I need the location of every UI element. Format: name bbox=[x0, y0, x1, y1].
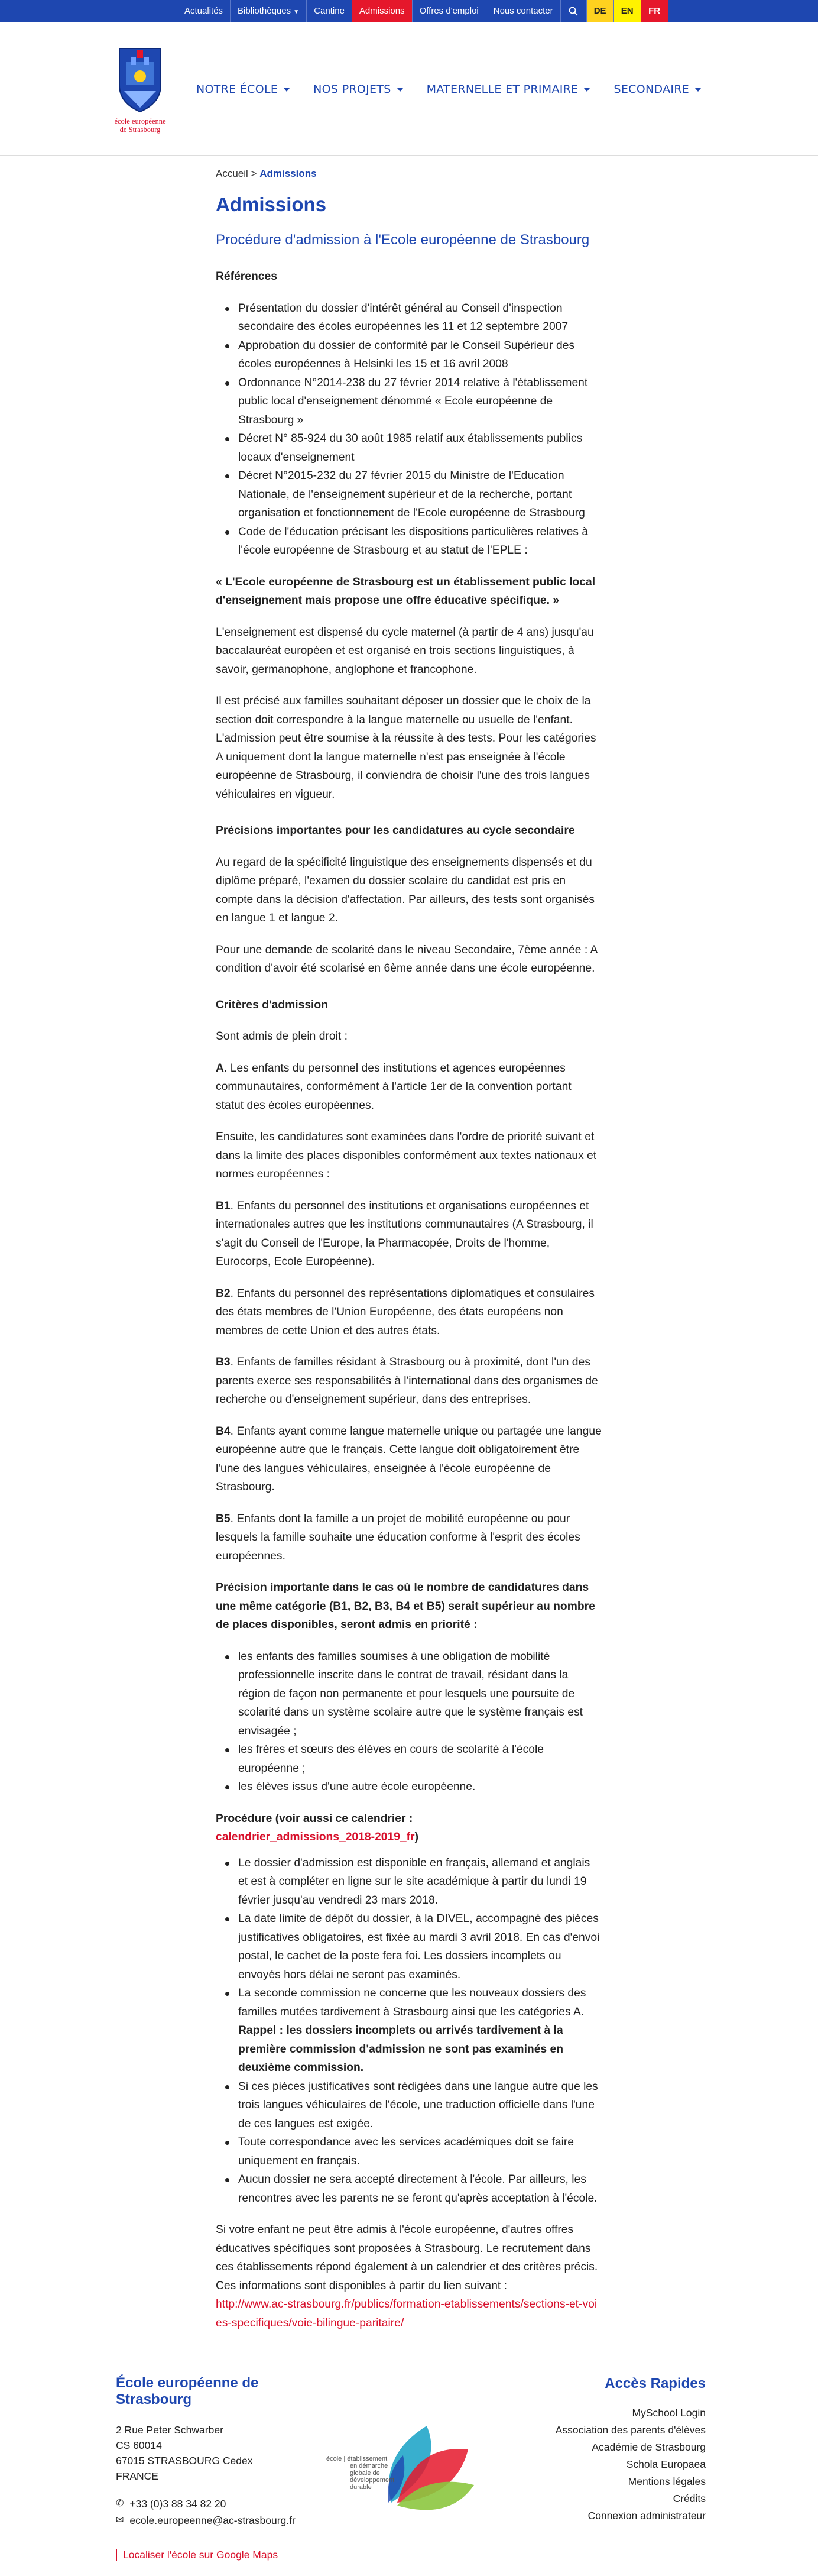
criterion-b4 bbox=[216, 1422, 602, 1497]
caret-down-icon bbox=[284, 88, 290, 92]
procedure-list bbox=[216, 1854, 602, 2208]
topnav-cantine[interactable]: Cantine bbox=[307, 0, 352, 22]
topnav-bibliotheques-label: Bibliothèques bbox=[238, 6, 291, 16]
quick-link-credits[interactable]: Crédits bbox=[673, 2493, 706, 2504]
breadcrumb-separator: > bbox=[248, 168, 260, 179]
list-item: Ordonnance N°2014-238 du 27 février 2014 relative à l'établissement public local d'enseignement dénommé « Ecole européenne de Strasbourg » bbox=[238, 374, 602, 430]
chevron-down-icon: ▼ bbox=[293, 9, 300, 15]
address-line: 67015 STRASBOURG Cedex bbox=[116, 2455, 253, 2467]
caret-down-icon bbox=[695, 88, 701, 92]
topnav-nous-contacter[interactable]: Nous contacter bbox=[486, 0, 561, 22]
school-logo[interactable] bbox=[113, 44, 167, 134]
topnav-admissions[interactable]: Admissions bbox=[352, 0, 413, 22]
criterion-text: . Les enfants du personnel des institutions et agences européennes communautaires, conformément à l'article 1er de la convention portant statut des écoles européennes. bbox=[216, 1062, 572, 1112]
school-crest-icon bbox=[113, 44, 167, 115]
lang-en-button[interactable]: EN bbox=[614, 0, 641, 22]
bilingual-sections-link[interactable]: http://www.ac-strasbourg.fr/publics/formation-etablissements/sections-et-voies-specifiques/voie-bilingue-paritaire/ bbox=[216, 2298, 598, 2329]
nav-nos-projets-label: NOS PROJETS bbox=[313, 83, 391, 96]
nav-maternelle-primaire[interactable] bbox=[427, 83, 590, 96]
caret-down-icon bbox=[584, 88, 590, 92]
criterion-text: . Enfants de familles résidant à Strasbourg ou à proximité, dont l'un des parents exerce ses responsabilités à l'international dans des organismes de recherche ou d'enseignement supérieur, dans des entreprises. bbox=[216, 1356, 598, 1406]
breadcrumb-current: Admissions bbox=[259, 168, 317, 179]
criterion-label: B5 bbox=[216, 1512, 231, 1525]
caret-down-icon bbox=[397, 88, 403, 92]
quick-link-schola[interactable]: Schola Europaea bbox=[626, 2458, 706, 2470]
page-title: Admissions bbox=[216, 193, 327, 215]
list-item: Le dossier d'admission est disponible en français, allemand et anglais et est à compléter en ligne sur le site académique à partir du lundi 19 février jusqu'au vendredi 23 mars 2018. bbox=[238, 1854, 602, 1910]
nav-maternelle-primaire-label: MATERNELLE ET PRIMAIRE bbox=[426, 83, 579, 96]
paragraph: Pour une demande de scolarité dans le niveau Secondaire, 7ème année : A condition d'avoir été scolarisé en 6ème année dans une école européenne. bbox=[216, 943, 598, 975]
logo-text-line2: de Strasbourg bbox=[119, 125, 161, 134]
procedure-heading bbox=[216, 1810, 602, 1847]
list-item-text: La seconde commission ne concerne que les nouveaux dossiers des familles mutées tardivement à Strasbourg ainsi que les catégories A. bbox=[238, 1987, 586, 2018]
search-button[interactable] bbox=[561, 0, 587, 22]
footer-address bbox=[116, 2422, 253, 2484]
nav-secondaire-label: SECONDAIRE bbox=[614, 83, 690, 96]
nav-notre-ecole[interactable] bbox=[196, 83, 290, 96]
list-item: Décret N°2015-232 du 27 février 2015 du Ministre de l'Education Nationale, de l'enseignement supérieur et de la recherche, portant organisation et fonctionnement de l'Ecole européenne de Strasbourg bbox=[238, 467, 602, 523]
nav-nos-projets[interactable] bbox=[313, 83, 402, 96]
topnav-offres-emploi[interactable]: Offres d'emploi bbox=[413, 0, 486, 22]
paragraph: Il est précisé aux familles souhaitant déposer un dossier que le choix de la section doit correspondre à la langue maternelle ou usuelle de l'enfant. L'admission peut être soumise à la réussite à des tests. Pour les catégories A uniquement dont la langue maternelle n'est pas enseignée à l'école européenne de Strasbourg, il conviendra de choisir l'une des trois langues véhiculaires en vigueur. bbox=[216, 695, 596, 801]
breadcrumb-home[interactable]: Accueil bbox=[216, 168, 248, 179]
criterion-label: B4 bbox=[216, 1425, 231, 1438]
address-line: FRANCE bbox=[116, 2470, 158, 2482]
list-item: les enfants des familles soumises à une obligation de mobilité professionnelle inscrite dans le contrat de travail, résidant dans la région de façon non permanente et pour lesquels une poursuite de scolarité dans un système scolaire autre que le système français est envisagée ; bbox=[238, 1648, 602, 1741]
criterion-b5 bbox=[216, 1510, 602, 1566]
search-icon bbox=[569, 7, 578, 16]
quick-access-title: Accès Rapides bbox=[605, 2376, 706, 2391]
address-line: 2 Rue Peter Schwarber bbox=[116, 2424, 223, 2436]
badge-line: en démarche bbox=[350, 2462, 388, 2470]
list-item: Décret N° 85-924 du 30 août 1985 relatif aux établissements publics locaux d'enseignement bbox=[238, 429, 602, 467]
footer-title: École européenne de Strasbourg bbox=[116, 2375, 259, 2407]
list-item: Présentation du dossier d'intérêt général au Conseil d'inspection secondaire des écoles européennes les 11 et 12 septembre 2007 bbox=[238, 299, 602, 336]
main-nav bbox=[196, 83, 701, 96]
criterion-text: . Enfants du personnel des institutions et organisations européennes et internationales autres que les institutions communautaires (A Strasbourg, il s'agit du Conseil de l'Europe, la Pharmacopée, Droits de l'homme, Eurocorps, Ecole Européenne). bbox=[216, 1199, 593, 1268]
quick-link-parents[interactable]: Association des parents d'élèves bbox=[555, 2424, 706, 2436]
list-item: La date limite de dépôt du dossier, à la DIVEL, accompagné des pièces justificatives obligatoires, est fixée au mardi 3 avril 2018. En cas d'envoi postal, le cachet de la poste fera foi. Les dossiers incomplets ou envoyés hors délai ne seront pas examinés. bbox=[238, 1910, 602, 1984]
criterion-b3 bbox=[216, 1353, 602, 1409]
breadcrumb bbox=[216, 167, 602, 181]
criterion-label: B3 bbox=[216, 1356, 231, 1368]
list-item: les élèves issus d'une autre école européenne. bbox=[238, 1778, 602, 1797]
lang-fr-button[interactable]: FR bbox=[641, 0, 668, 22]
sustainability-badge bbox=[326, 2414, 504, 2520]
criterion-a bbox=[216, 1059, 602, 1115]
list-item: Aucun dossier ne sera accepté directement à l'école. Par ailleurs, les rencontres avec les parents ne se feront qu'après acceptation à l'école. bbox=[238, 2170, 602, 2208]
criterion-b1 bbox=[216, 1197, 602, 1271]
procedure-heading-text: Procédure (voir aussi ce calendrier : bbox=[216, 1812, 413, 1825]
criterion-text: . Enfants dont la famille a un projet de mobilité européenne ou pour lesquels la famille souhaite une éducation conforme à l'esprit des écoles européennes. bbox=[216, 1512, 580, 1562]
top-nav bbox=[177, 0, 668, 22]
nav-secondaire[interactable] bbox=[614, 83, 701, 96]
secondary-heading: Précisions importantes pour les candidatures au cycle secondaire bbox=[216, 824, 575, 837]
priority-heading: Précision importante dans le cas où le nombre de candidatures dans une même catégorie (B1, B2, B3, B4 et B5) serait supérieur au nombre de places disponibles, seront admis en priorité : bbox=[216, 1581, 595, 1631]
quick-links bbox=[556, 2405, 706, 2525]
quick-link-mentions[interactable]: Mentions légales bbox=[628, 2475, 706, 2487]
priority-list bbox=[216, 1648, 602, 1797]
criterion-text: . Enfants du personnel des représentations diplomatiques et consulaires des états membres de l'Union Européenne, des états européens non membres de cette Union et des autres états. bbox=[216, 1287, 595, 1337]
email-link[interactable]: ecole.europeenne@ac-strasbourg.fr bbox=[129, 2514, 296, 2526]
criterion-label: B2 bbox=[216, 1287, 231, 1300]
quick-access bbox=[556, 2375, 706, 2525]
lang-de-button[interactable]: DE bbox=[587, 0, 614, 22]
paragraph: L'enseignement est dispensé du cycle maternel (à partir de 4 ans) jusqu'au baccalauréat européen et est organisé en trois sections linguistiques, à savoir, germanophone, anglophone et francophone. bbox=[216, 626, 594, 676]
footer-contact bbox=[116, 2496, 296, 2529]
header-divider bbox=[0, 155, 818, 156]
address-line: CS 60014 bbox=[116, 2439, 162, 2451]
badge-text bbox=[326, 2455, 421, 2491]
criterion-b2 bbox=[216, 1284, 602, 1341]
paragraph: Ensuite, les candidatures sont examinées dans l'ordre de priorité suivant et dans la limite des places disponibles conformément aux textes nationaux et normes européennes : bbox=[216, 1131, 597, 1180]
topnav-actualites[interactable]: Actualités bbox=[177, 0, 231, 22]
email-row bbox=[116, 2512, 296, 2529]
badge-line: développement bbox=[350, 2477, 395, 2484]
list-item: Code de l'éducation précisant les dispositions particulières relatives à l'école européenne de Strasbourg et au statut de l'EPLE : bbox=[238, 523, 602, 560]
list-item: Approbation du dossier de conformité par le Conseil Supérieur des écoles européennes à Helsinki les 15 et 16 avril 2008 bbox=[238, 336, 602, 374]
badge-line: école | établissement bbox=[326, 2455, 388, 2462]
references-heading: Références bbox=[216, 270, 277, 283]
references-list bbox=[216, 299, 602, 560]
phone-row bbox=[116, 2496, 296, 2512]
nav-notre-ecole-label: NOTRE ÉCOLE bbox=[196, 83, 278, 96]
phone-icon: ✆ bbox=[116, 2499, 124, 2509]
envelope-icon: ✉ bbox=[116, 2515, 124, 2525]
rappel-note: Rappel : les dossiers incomplets ou arrivés tardivement à la première commission d'admission ne sont pas examinés en deuxième commission. bbox=[238, 2024, 564, 2074]
logo-text-line1: école européenne bbox=[114, 117, 166, 125]
badge-line: durable bbox=[350, 2484, 372, 2491]
quick-link-myschool[interactable]: MySchool Login bbox=[632, 2407, 706, 2419]
topnav-bibliotheques[interactable] bbox=[231, 0, 307, 22]
criterion-text: . Enfants ayant comme langue maternelle unique ou partagée une langue européenne autre que le français. Cette langue doit obligatoirement être l'une des langues véhiculaires, enseignée à l'école européenne de Strasbourg. bbox=[216, 1425, 602, 1493]
quick-link-admin[interactable]: Connexion administrateur bbox=[587, 2510, 706, 2522]
list-item: Toute correspondance avec les services académiques doit se faire uniquement en français. bbox=[238, 2133, 602, 2170]
calendar-link[interactable]: calendrier_admissions_2018-2019_fr bbox=[216, 1831, 415, 1843]
google-maps-link[interactable]: Localiser l'école sur Google Maps bbox=[116, 2549, 278, 2561]
criteria-heading: Critères d'admission bbox=[216, 998, 328, 1011]
paragraph: Sont admis de plein droit : bbox=[216, 1030, 348, 1043]
paragraph: Au regard de la spécificité linguistique des enseignements dispensés et du diplôme préparé, l'examen du dossier scolaire du candidat est pris en compte dans la décision d'affectation. Par ailleurs, des tests sont organisés en langue 1 et langue 2. bbox=[216, 856, 595, 924]
main-content bbox=[216, 167, 602, 2332]
procedure-heading-close: ) bbox=[414, 1831, 418, 1843]
badge-line: globale de bbox=[350, 2470, 380, 2477]
paragraph: Si votre enfant ne peut être admis à l'école européenne, d'autres offres éducatives spécifiques sont proposées à Strasbourg. Le recrutement dans ces établissements répond également à un calendrier et des critères précis. Ces informations sont disponibles à partir du lien suivant : bbox=[216, 2224, 598, 2292]
phone-link[interactable]: +33 (0)3 88 34 82 20 bbox=[129, 2498, 226, 2510]
criterion-label: A bbox=[216, 1062, 224, 1075]
quick-link-academie[interactable]: Académie de Strasbourg bbox=[592, 2441, 706, 2453]
list-item bbox=[238, 1984, 602, 2077]
quote-paragraph: « L'Ecole européenne de Strasbourg est un établissement public local d'enseignement mais propose une offre éducative spécifique. » bbox=[216, 575, 596, 607]
list-item: Si ces pièces justificatives sont rédigées dans une langue autre que les trois langues véhiculaires de l'école, une traduction officielle dans l'une de ces langues est exigée. bbox=[238, 2077, 602, 2134]
list-item: les frères et sœurs des élèves en cours de scolarité à l'école européenne ; bbox=[238, 1740, 602, 1778]
criterion-label: B1 bbox=[216, 1199, 231, 1212]
page-subtitle: Procédure d'admission à l'Ecole européenne de Strasbourg bbox=[216, 232, 590, 248]
